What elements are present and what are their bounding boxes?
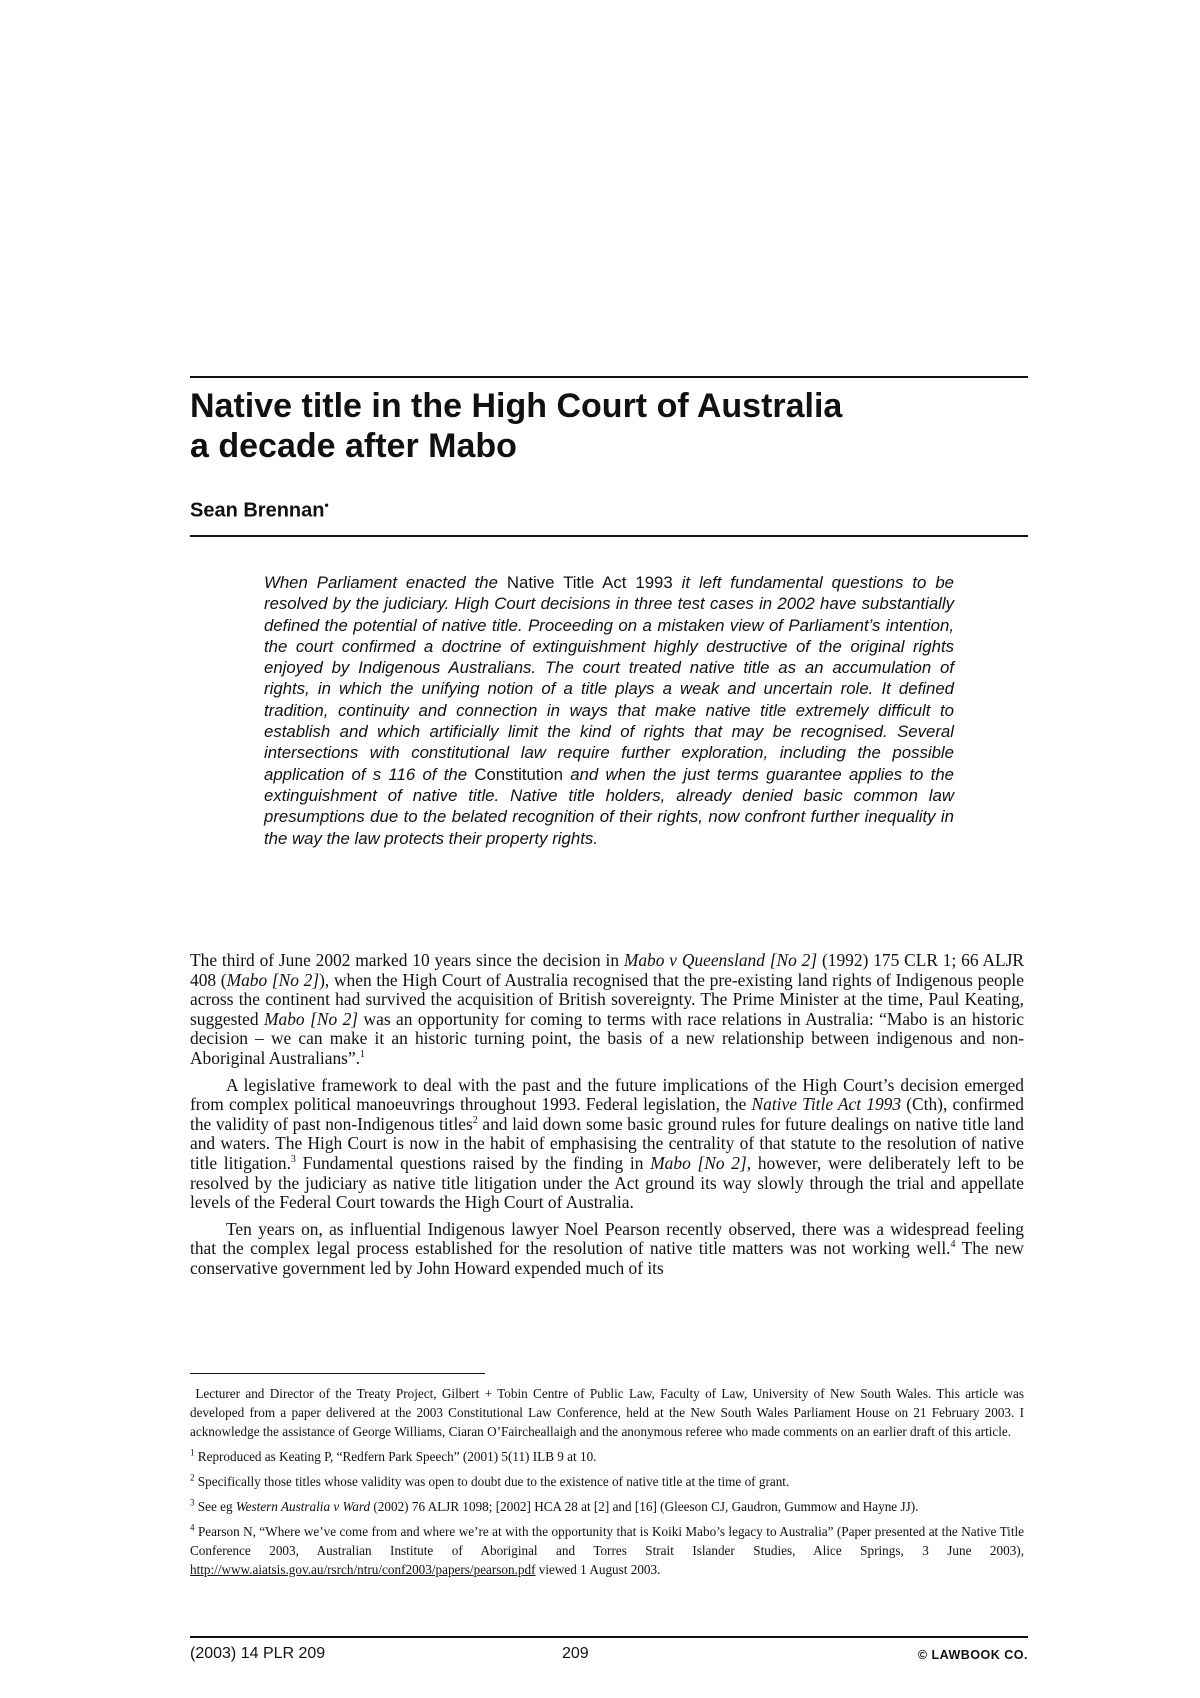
footnote-text: (2002) 76 ALJR 1098; [2002] HCA 28 at [2] and [16] (Gleeson CJ, Gaudron, Gummow and Hayne JJ). <box>370 1499 919 1514</box>
case-name: Mabo v Queensland [No 2] <box>623 950 818 970</box>
footnote-ref: 1 <box>360 1049 366 1061</box>
body-text-span: (Cth), confirmed the validity of past non-Indigenous titles <box>190 1094 1024 1134</box>
article-title <box>190 386 990 466</box>
footnote-1 <box>190 1447 1024 1466</box>
footer-citation: (2003) 14 PLR 209 <box>190 1645 326 1662</box>
footnote-link[interactable]: http://www.aiatsis.gov.au/rsrch/ntru/conf2003/papers/pearson.pdf <box>190 1562 536 1577</box>
footnote-number: 3 <box>190 1497 195 1508</box>
footnote-ref: 4 <box>950 1239 956 1251</box>
body-text <box>190 951 1024 1286</box>
abstract-text-2: it left fundamental questions to be resolved by the judiciary. High Court decisions in three test cases in 2002 have substantially defined the potential of native title. Proceeding on a mistaken view of Parliament’s intention, the court confirmed a doctrine of extinguishment highly destructive of the original rights enjoyed by Indigenous Australians. The court treated native title as an accumulation of rights, in which the unifying notion of a title plays a weak and uncertain role. It defined tradition, continuity and connection in ways that make native title extremely difficult to establish and which artificially limit the kind of rights that may be recognised. Several intersections with constitutional law require further exploration, including the possible application of s 116 of the <box>264 573 954 784</box>
article-title-line-1: Native title in the High Court of Australia <box>190 387 843 425</box>
body-text-span: A legislative framework to deal with the past and the future implications of the High Court’s decision emerged from complex political manoeuvrings throughout 1993. Federal legislation, the <box>190 1074 1024 1115</box>
author-footnote-marker: • <box>324 498 329 512</box>
act-name: Native Title Act 1993 <box>751 1094 902 1115</box>
footnote-text: Specifically those titles whose validity was open to doubt due to the existence of native title at the time of grant. <box>197 1474 790 1489</box>
body-text-span: , however, were deliberately left to be resolved by the judiciary as native title litigation under the Act ground its way slowly through the trial and appellate levels of the Federal Court towards the High Court of Australia. <box>190 1152 1024 1213</box>
body-paragraph-1 <box>190 951 1024 1069</box>
footnote-ref: 3 <box>290 1154 296 1166</box>
abstract-act-name: Native Title Act 1993 <box>506 573 673 592</box>
body-paragraph-2 <box>190 1076 1024 1213</box>
author-bottom-rule <box>190 535 1028 537</box>
footnote-number: 2 <box>190 1472 195 1483</box>
author-name-text: Sean Brennan <box>190 499 325 522</box>
footnote-text: Pearson N, “Where we’ve come from and where we’re at with the opportunity that is Koiki Mabo’s legacy to Australia” (Paper presented at the Native Title Conference 2003, Australian Institute of Aboriginal and Torres Strait Islander Studies, Alice Springs, 3 June 2003), <box>190 1524 1025 1558</box>
footnote-text: Reproduced as Keating P, “Redfern Park Speech” (2001) 5(11) ILB 9 at 10. <box>197 1449 597 1464</box>
footnote-author <box>190 1384 1024 1441</box>
footnote-ref: 2 <box>472 1114 478 1126</box>
body-text-span: Ten years on, as influential Indigenous lawyer Noel Pearson recently observed, there was a widespread feeling that the complex legal process established for the resolution of native title matters was not working well. <box>190 1218 1024 1259</box>
body-text-span: and laid down some basic ground rules for future dealings on native title land and waters. The High Court is now in the habit of emphasising the centrality of that statute to the resolution of native title litigation. <box>190 1113 1024 1173</box>
body-text-span: The third of June 2002 marked 10 years since the decision in <box>190 950 624 970</box>
case-name: Mabo [No 2] <box>226 969 320 990</box>
footnote-4 <box>190 1522 1024 1579</box>
abstract-constitution: Constitution <box>474 764 563 784</box>
body-text-span: ), when the High Court of Australia recognised that the pre-existing land rights of Indigenous people across the continent had survived the acquisition of British sovereignty. The Prime Minister at the time, Paul Keating, suggested <box>190 969 1024 1029</box>
article-title-line-2: a decade after Mabo <box>190 427 517 465</box>
footnote-text: Lecturer and Director of the Treaty Project, Gilbert + Tobin Centre of Public Law, Faculty of Law, University of New South Wales. This article was developed from a paper delivered at the 2003 Constitutional Law Conference, held at the New South Wales Parliament House on 21 February 2003. I acknowledge the assistance of George Williams, Ciaran O’Faircheallaigh and the anonymous referee who made comments on an earlier draft of this article. <box>190 1386 1025 1439</box>
case-name: Mabo [No 2] <box>650 1152 747 1173</box>
title-top-rule <box>190 376 1028 378</box>
body-paragraph-3 <box>190 1220 1024 1279</box>
footnote-2 <box>190 1472 1024 1491</box>
abstract-text-1: When Parliament enacted the <box>264 573 507 592</box>
body-text-span: was an opportunity for coming to terms with race relations in Australia: “Mabo is an historic decision – we can make it an historic turning point, the basis of a new relationship between indigenous and non-Aboriginal Australians”. <box>190 1008 1025 1068</box>
author-name <box>190 498 329 523</box>
footnote-number: 4 <box>190 1522 195 1533</box>
body-text-span: (1992) 175 CLR 1; 66 ALJR 408 ( <box>190 950 1025 990</box>
footnote-3 <box>190 1497 1024 1516</box>
publisher-logo: © LAWBOOK CO. <box>917 1648 1028 1662</box>
case-name: Western Australia v Ward <box>235 1499 371 1514</box>
page-number: 209 <box>562 1645 589 1662</box>
abstract <box>264 572 954 849</box>
body-text-span: The new conservative government led by John Howard expended much of its <box>190 1238 1024 1278</box>
footnotes <box>190 1384 1024 1585</box>
footnote-text: See eg <box>197 1499 236 1514</box>
footnote-separator <box>190 1373 485 1374</box>
footnote-text: viewed 1 August 2003. <box>535 1562 661 1577</box>
abstract-text-3: and when the just terms guarantee applies to the extinguishment of native title. Native title holders, already denied basic common law presumptions due to the belated recognition of their rights, now confront further inequality in the way the law protects their property rights. <box>264 764 954 848</box>
footnote-number: 1 <box>190 1447 195 1458</box>
case-name: Mabo [No 2] <box>264 1008 359 1029</box>
body-text-span: Fundamental questions raised by the finding in <box>295 1152 651 1173</box>
footer-rule <box>190 1636 1028 1638</box>
